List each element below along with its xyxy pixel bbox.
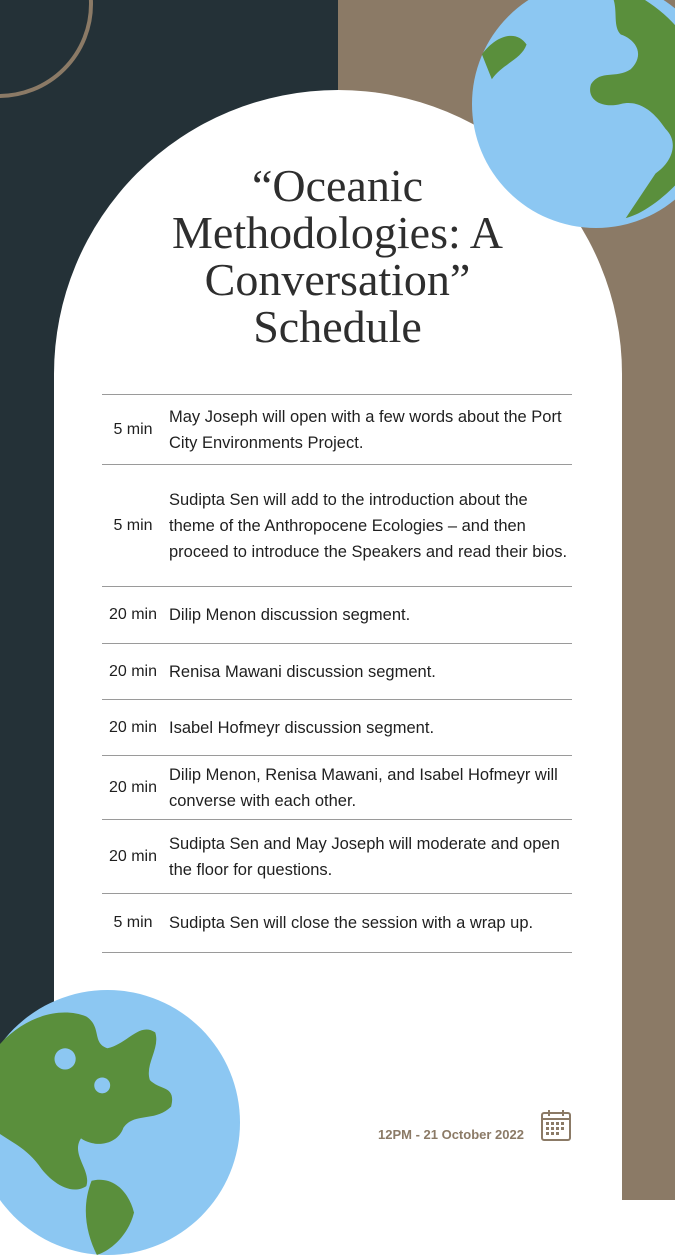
description: Sudipta Sen will close the session with a wrap up. [169,914,534,932]
duration: 5 min [113,914,153,931]
globe-bottom-icon [0,990,240,1255]
duration: 20 min [108,662,158,680]
event-date: 12PM - 21 October 2022 [378,1127,524,1142]
description: Isabel Hofmeyr discussion segment. [169,718,435,737]
page-title [100,162,575,350]
description: Dilip Menon, Renisa Mawani, and Isabel Hofmeyr will converse with each other. [169,765,558,810]
duration: 20 min [108,606,158,623]
schedule-row [102,643,572,699]
title-line: Conversation” [204,254,471,305]
schedule-row [102,699,572,755]
title-line: Schedule [253,301,422,352]
description: May Joseph will open with a few words about the Port City Environments Project. [169,407,562,452]
schedule-row [102,893,572,953]
calendar-icon [540,1108,572,1142]
schedule-row [102,394,572,464]
schedule-table [102,394,572,953]
title-line: “Oceanic [251,160,424,211]
duration: 20 min [108,718,158,736]
duration: 5 min [113,516,153,534]
description: Sudipta Sen and May Joseph will moderate and open the floor for questions. [169,834,560,879]
description: Sudipta Sen will add to the introduction about the theme of the Anthropocene Ecologies – and then proceed to introduce the Speakers and read their bios. [169,490,568,561]
title-line: Methodologies: A [172,207,503,258]
description: Dilip Menon discussion segment. [169,606,411,624]
schedule-row [102,755,572,819]
duration: 5 min [113,420,153,438]
schedule-row [102,464,572,586]
duration: 20 min [108,847,158,865]
schedule-row [102,819,572,893]
description: Renisa Mawani discussion segment. [169,662,436,681]
duration: 20 min [108,778,158,796]
schedule-row [102,586,572,643]
